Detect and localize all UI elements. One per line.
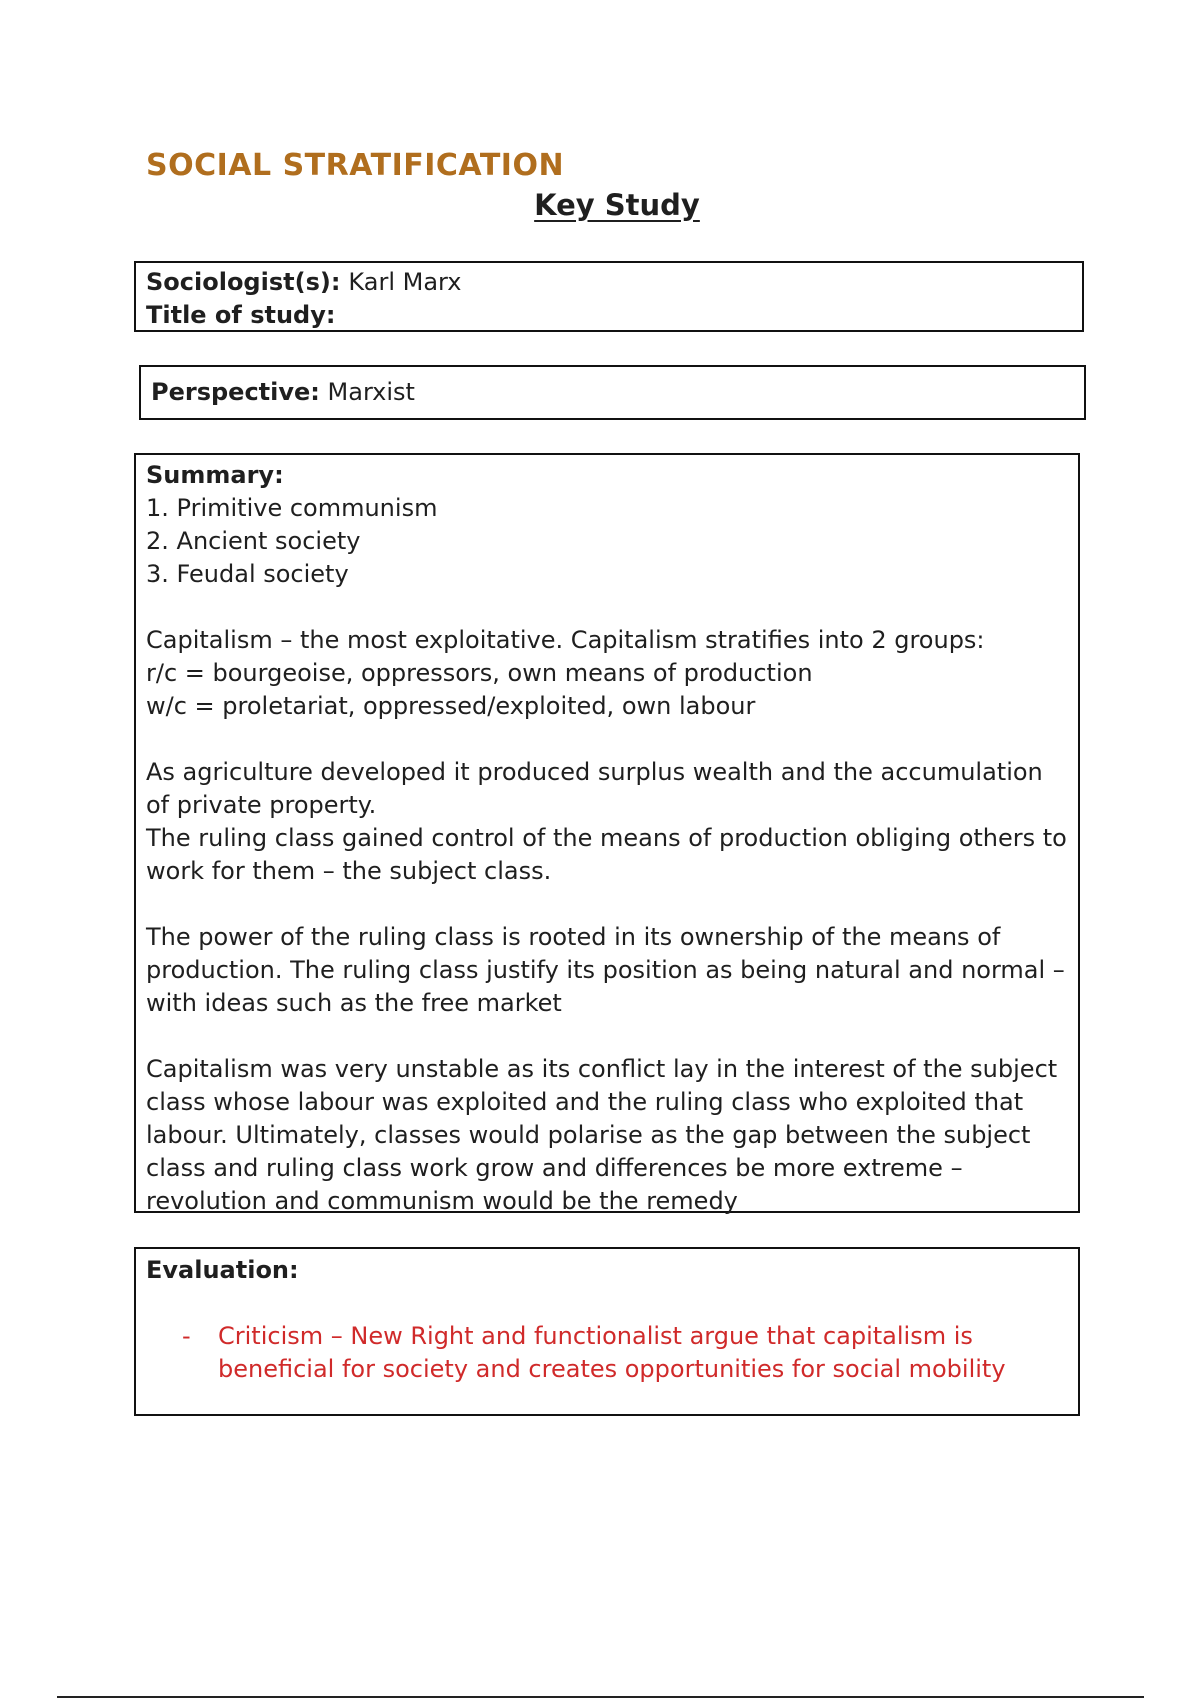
perspective-value: Marxist	[327, 378, 415, 406]
sociologist-label: Sociologist(s):	[146, 268, 341, 296]
summary-line: production. The ruling class justify its position as being natural and normal –	[146, 956, 1065, 984]
study-title-label: Title of study:	[146, 301, 336, 329]
perspective-box	[139, 365, 1086, 420]
summary-line: labour. Ultimately, classes would polarise as the gap between the subject	[146, 1121, 1031, 1149]
summary-list-item: 2. Ancient society	[146, 527, 361, 555]
summary-list-item: 1. Primitive communism	[146, 494, 438, 522]
summary-line: class whose labour was exploited and the ruling class who exploited that	[146, 1088, 1024, 1116]
key-study-heading: Key Study	[534, 188, 700, 222]
study-info-box	[134, 261, 1084, 332]
summary-line: w/c = proletariat, oppressed/exploited, own labour	[146, 692, 756, 720]
summary-line: Capitalism was very unstable as its conflict lay in the interest of the subject	[146, 1055, 1058, 1083]
sociologist-row	[146, 266, 1072, 299]
summary-line: work for them – the subject class.	[146, 857, 552, 885]
summary-line: with ideas such as the free market	[146, 989, 562, 1017]
summary-line: Capitalism – the most exploitative. Capitalism stratifies into 2 groups:	[146, 626, 985, 654]
summary-list-item: 3. Feudal society	[146, 560, 349, 588]
sociologist-value: Karl Marx	[348, 268, 462, 296]
summary-line: The power of the ruling class is rooted in its ownership of the means of	[146, 923, 1001, 951]
page-title: SOCIAL STRATIFICATION	[146, 148, 565, 183]
summary-label: Summary:	[146, 461, 284, 489]
summary-line: r/c = bourgeoise, oppressors, own means of production	[146, 659, 813, 687]
perspective-label: Perspective:	[151, 378, 320, 406]
criticism-line: Criticism – New Right and functionalist argue that capitalism is	[218, 1322, 973, 1350]
evaluation-box	[134, 1247, 1080, 1416]
summary-line: As agriculture developed it produced surplus wealth and the accumulation	[146, 758, 1043, 786]
criticism-item	[146, 1320, 1068, 1386]
bottom-divider	[57, 1696, 1144, 1698]
criticism-bullet: -	[182, 1322, 191, 1350]
summary-line: class and ruling class work grow and differences be more extreme –	[146, 1154, 963, 1182]
criticism-line: beneficial for society and creates opportunities for social mobility	[218, 1355, 1006, 1383]
summary-box	[134, 453, 1080, 1213]
evaluation-label: Evaluation:	[146, 1256, 299, 1284]
summary-line: revolution and communism would be the remedy	[146, 1187, 738, 1215]
summary-line: The ruling class gained control of the means of production obliging others to	[146, 824, 1067, 852]
summary-line: of private property.	[146, 791, 377, 819]
study-title-row	[146, 299, 1072, 332]
